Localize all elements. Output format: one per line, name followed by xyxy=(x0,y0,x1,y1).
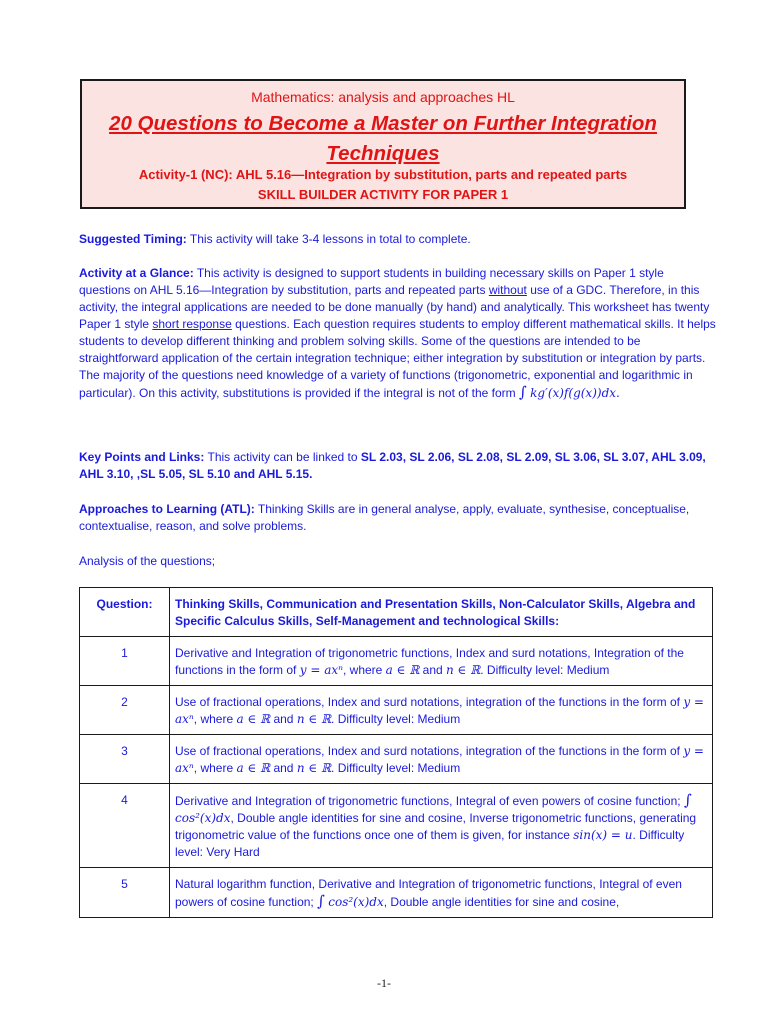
skills-text: and xyxy=(419,663,447,677)
atl-text: Thinking Skills are in general analyse, apply, evaluate, synthesise, conceptualise, contextualise, reason, and solve problems. xyxy=(79,502,690,533)
table-header-row xyxy=(80,588,713,637)
timing-text: This activity will take 3-4 lessons in total to complete. xyxy=(189,232,471,246)
header-question: Question: xyxy=(80,588,170,637)
timing-paragraph xyxy=(79,231,717,248)
skills-text: . Difficulty level: Very Hard xyxy=(175,828,685,859)
question-skills xyxy=(170,686,713,735)
glance-text-2: use of a GDC. Therefore, in this activity, the integral applications are needed to be done manually (by hand) and analytically. This worksheet has twenty Paper 1 style xyxy=(79,283,710,331)
skill-builder-line: SKILL BUILDER ACTIVITY FOR PAPER 1 xyxy=(257,187,509,202)
skills-text: , where xyxy=(342,663,386,677)
table-row xyxy=(80,637,713,686)
glance-underlined-short-response: short response xyxy=(152,317,232,331)
question-skills xyxy=(170,637,713,686)
table-row xyxy=(80,686,713,735)
formula: a ∈ ℝ xyxy=(236,712,271,726)
key-points-label: Key Points and Links: xyxy=(79,450,205,464)
document-title: 20 Questions to Become a Master on Further Integration Techniques xyxy=(109,112,657,165)
key-points-links: SL 2.03, SL 2.06, SL 2.08, SL 2.09, SL 3.06, SL 3.07, AHL 3.09, AHL 3.10, ,SL 5.05, SL 5.10 and AHL 5.15. xyxy=(79,450,706,481)
question-number: 2 xyxy=(80,686,170,735)
formula: a ∈ ℝ xyxy=(385,663,420,677)
glance-underlined-without: without xyxy=(488,283,527,297)
atl-label: Approaches to Learning (ATL): xyxy=(79,502,255,516)
integral-sign: ∫ xyxy=(317,892,325,910)
formula: n ∈ ℝ xyxy=(296,761,332,775)
skills-text: Natural logarithm function, Derivative and Integration of trigonometric functions, Integral of even powers of cosine function; xyxy=(175,877,682,909)
key-points-text: This activity can be linked to xyxy=(207,450,361,464)
skills-text: Use of fractional operations, Index and surd notations, integration of the functions in the form of xyxy=(175,695,684,709)
skills-text: Use of fractional operations, Index and surd notations, integration of the functions in the form of xyxy=(175,744,684,758)
question-skills xyxy=(170,735,713,784)
skills-text: . Difficulty level: Medium xyxy=(331,761,461,775)
analysis-intro: Analysis of the questions; xyxy=(79,554,216,568)
skills-text: . Difficulty level: Medium xyxy=(480,663,610,677)
skills-text: , Double angle identities for sine and cosine, xyxy=(383,895,620,909)
integral-form-formula: kg′(x)f(g(x))dx. xyxy=(530,386,620,400)
glance-label: Activity at a Glance: xyxy=(79,266,194,280)
question-number: 1 xyxy=(80,637,170,686)
activity-line: Activity-1 (NC): AHL 5.16—Integration by substitution, parts and repeated parts xyxy=(138,167,628,182)
integral-sign: ∫ xyxy=(683,791,692,809)
skills-text: and xyxy=(270,712,297,726)
skills-text: and xyxy=(270,761,297,775)
glance-text-3: questions. Each question requires students to employ different mathematical skills. It helps students to develop different thinking and problem solving skills. Some of the questions are intended to be straightforward application of the certain integration technique; either integration by substitution or integration by parts. The majority of the questions need knowledge of a variety of functions (trigonometric, exponential and logarithmic in particular). On this activity, substitutions is provided if the integral is not of the form xyxy=(79,317,716,400)
formula: a ∈ ℝ xyxy=(236,761,271,775)
formula: cos²(x)dx xyxy=(175,811,231,825)
atl-paragraph xyxy=(79,501,717,535)
key-points-paragraph xyxy=(79,449,717,483)
formula: n ∈ ℝ xyxy=(296,712,332,726)
skills-text: , Double angle identities for sine and cosine, Inverse trigonometric functions, generating trigonometric value of the functions once one of them is given, for instance xyxy=(175,811,697,842)
timing-label: Suggested Timing: xyxy=(79,232,187,246)
formula: y = axⁿ xyxy=(175,695,704,726)
formula: cos²(x)dx xyxy=(328,895,384,909)
integral-sign: ∫ xyxy=(518,383,527,401)
subject-line: Mathematics: analysis and approaches HL xyxy=(251,89,515,105)
glance-text-1: This activity is designed to support students in building necessary skills on Paper 1 style questions on AHL 5.16—Integration by substitution, parts and repeated parts xyxy=(79,266,664,297)
formula: y = axⁿ xyxy=(175,744,704,775)
glance-paragraph xyxy=(79,265,717,402)
question-skills xyxy=(170,868,713,918)
page-number: -1- xyxy=(377,976,391,990)
question-number: 5 xyxy=(80,868,170,918)
skills-text: Derivative and Integration of trigonometric functions, Integral of even powers of cosine function; xyxy=(175,794,684,808)
question-number: 4 xyxy=(80,784,170,868)
skills-text: Derivative and Integration of trigonometric functions, Index and surd notations, Integration of the functions in the form of xyxy=(175,646,684,677)
formula: n ∈ ℝ xyxy=(446,663,481,677)
formula: y = axⁿ xyxy=(299,663,343,677)
question-skills xyxy=(170,784,713,868)
table-row xyxy=(80,735,713,784)
formula: sin(x) = u xyxy=(573,828,633,842)
questions-table xyxy=(79,587,713,918)
table-row xyxy=(80,784,713,868)
header-skills: Thinking Skills, Communication and Presentation Skills, Non-Calculator Skills, Algebra and Specific Calculus Skills, Self-Management and technological Skills: xyxy=(170,588,713,637)
skills-text: , where xyxy=(193,712,237,726)
skills-text: . Difficulty level: Medium xyxy=(331,712,461,726)
question-number: 3 xyxy=(80,735,170,784)
skills-text: , where xyxy=(193,761,237,775)
title-box xyxy=(80,79,686,209)
table-row xyxy=(80,868,713,918)
